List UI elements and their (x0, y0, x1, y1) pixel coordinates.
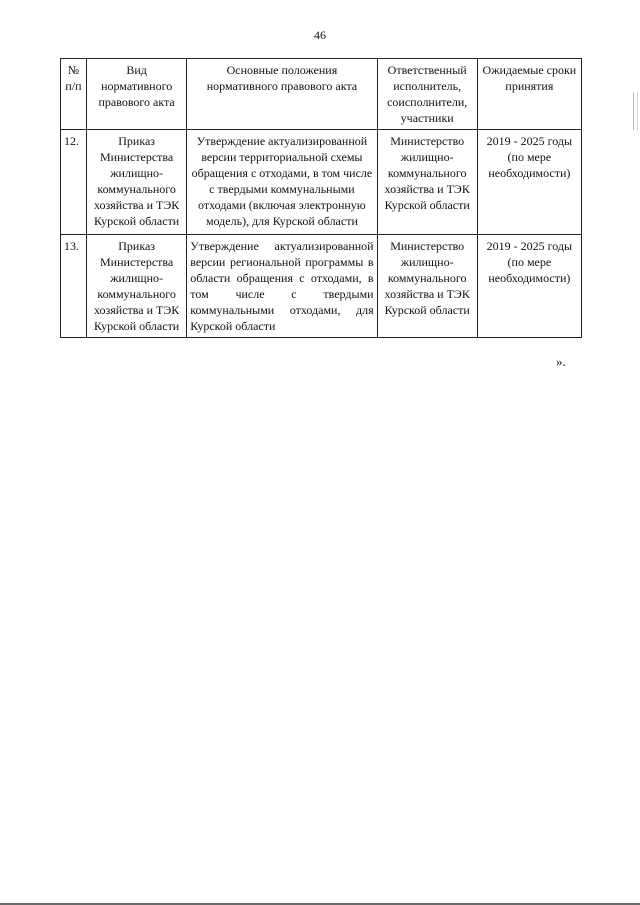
act-type: Приказ Министерства жилищно-коммунального хозяйства и ТЭК Курской области (87, 130, 187, 235)
responsible-executor: Министерство жилищно-коммунального хозяйства и ТЭК Курской области (377, 130, 477, 235)
legal-acts-table (60, 58, 582, 338)
row-number: 13. (61, 235, 87, 338)
expected-deadline: 2019 - 2025 годы (по мере необходимости) (477, 130, 581, 235)
act-type: Приказ Министерства жилищно-коммунального хозяйства и ТЭК Курской области (87, 235, 187, 338)
act-description: Утверждение актуализированной версии территориальной схемы обращения с отходами, в том числе с твердыми коммунальными отходами (включая электронную модель), для Курской области (187, 130, 377, 235)
table-header-row (61, 59, 582, 130)
responsible-executor: Министерство жилищно-коммунального хозяйства и ТЭК Курской области (377, 235, 477, 338)
row-number: 12. (61, 130, 87, 235)
header-expected-dates: Ожидаемые сроки принятия (477, 59, 581, 130)
header-number: № п/п (61, 59, 87, 130)
expected-deadline: 2019 - 2025 годы (по мере необходимости) (477, 235, 581, 338)
header-act-type: Вид нормативного правового акта (87, 59, 187, 130)
header-main-provisions: Основные положения нормативного правового акта (187, 59, 377, 130)
closing-quote: ». (556, 354, 566, 369)
scan-edge-mark (633, 92, 638, 130)
act-description: Утверждение актуализированной версии региональной программы в области обращения с отходами, в том числе с твердыми коммунальными отходами, для Курской области (187, 235, 377, 338)
header-responsible: Ответственный исполнитель, соисполнители, участники (377, 59, 477, 130)
table-row (61, 130, 582, 235)
table-row (61, 235, 582, 338)
page-number: 46 (314, 28, 326, 42)
